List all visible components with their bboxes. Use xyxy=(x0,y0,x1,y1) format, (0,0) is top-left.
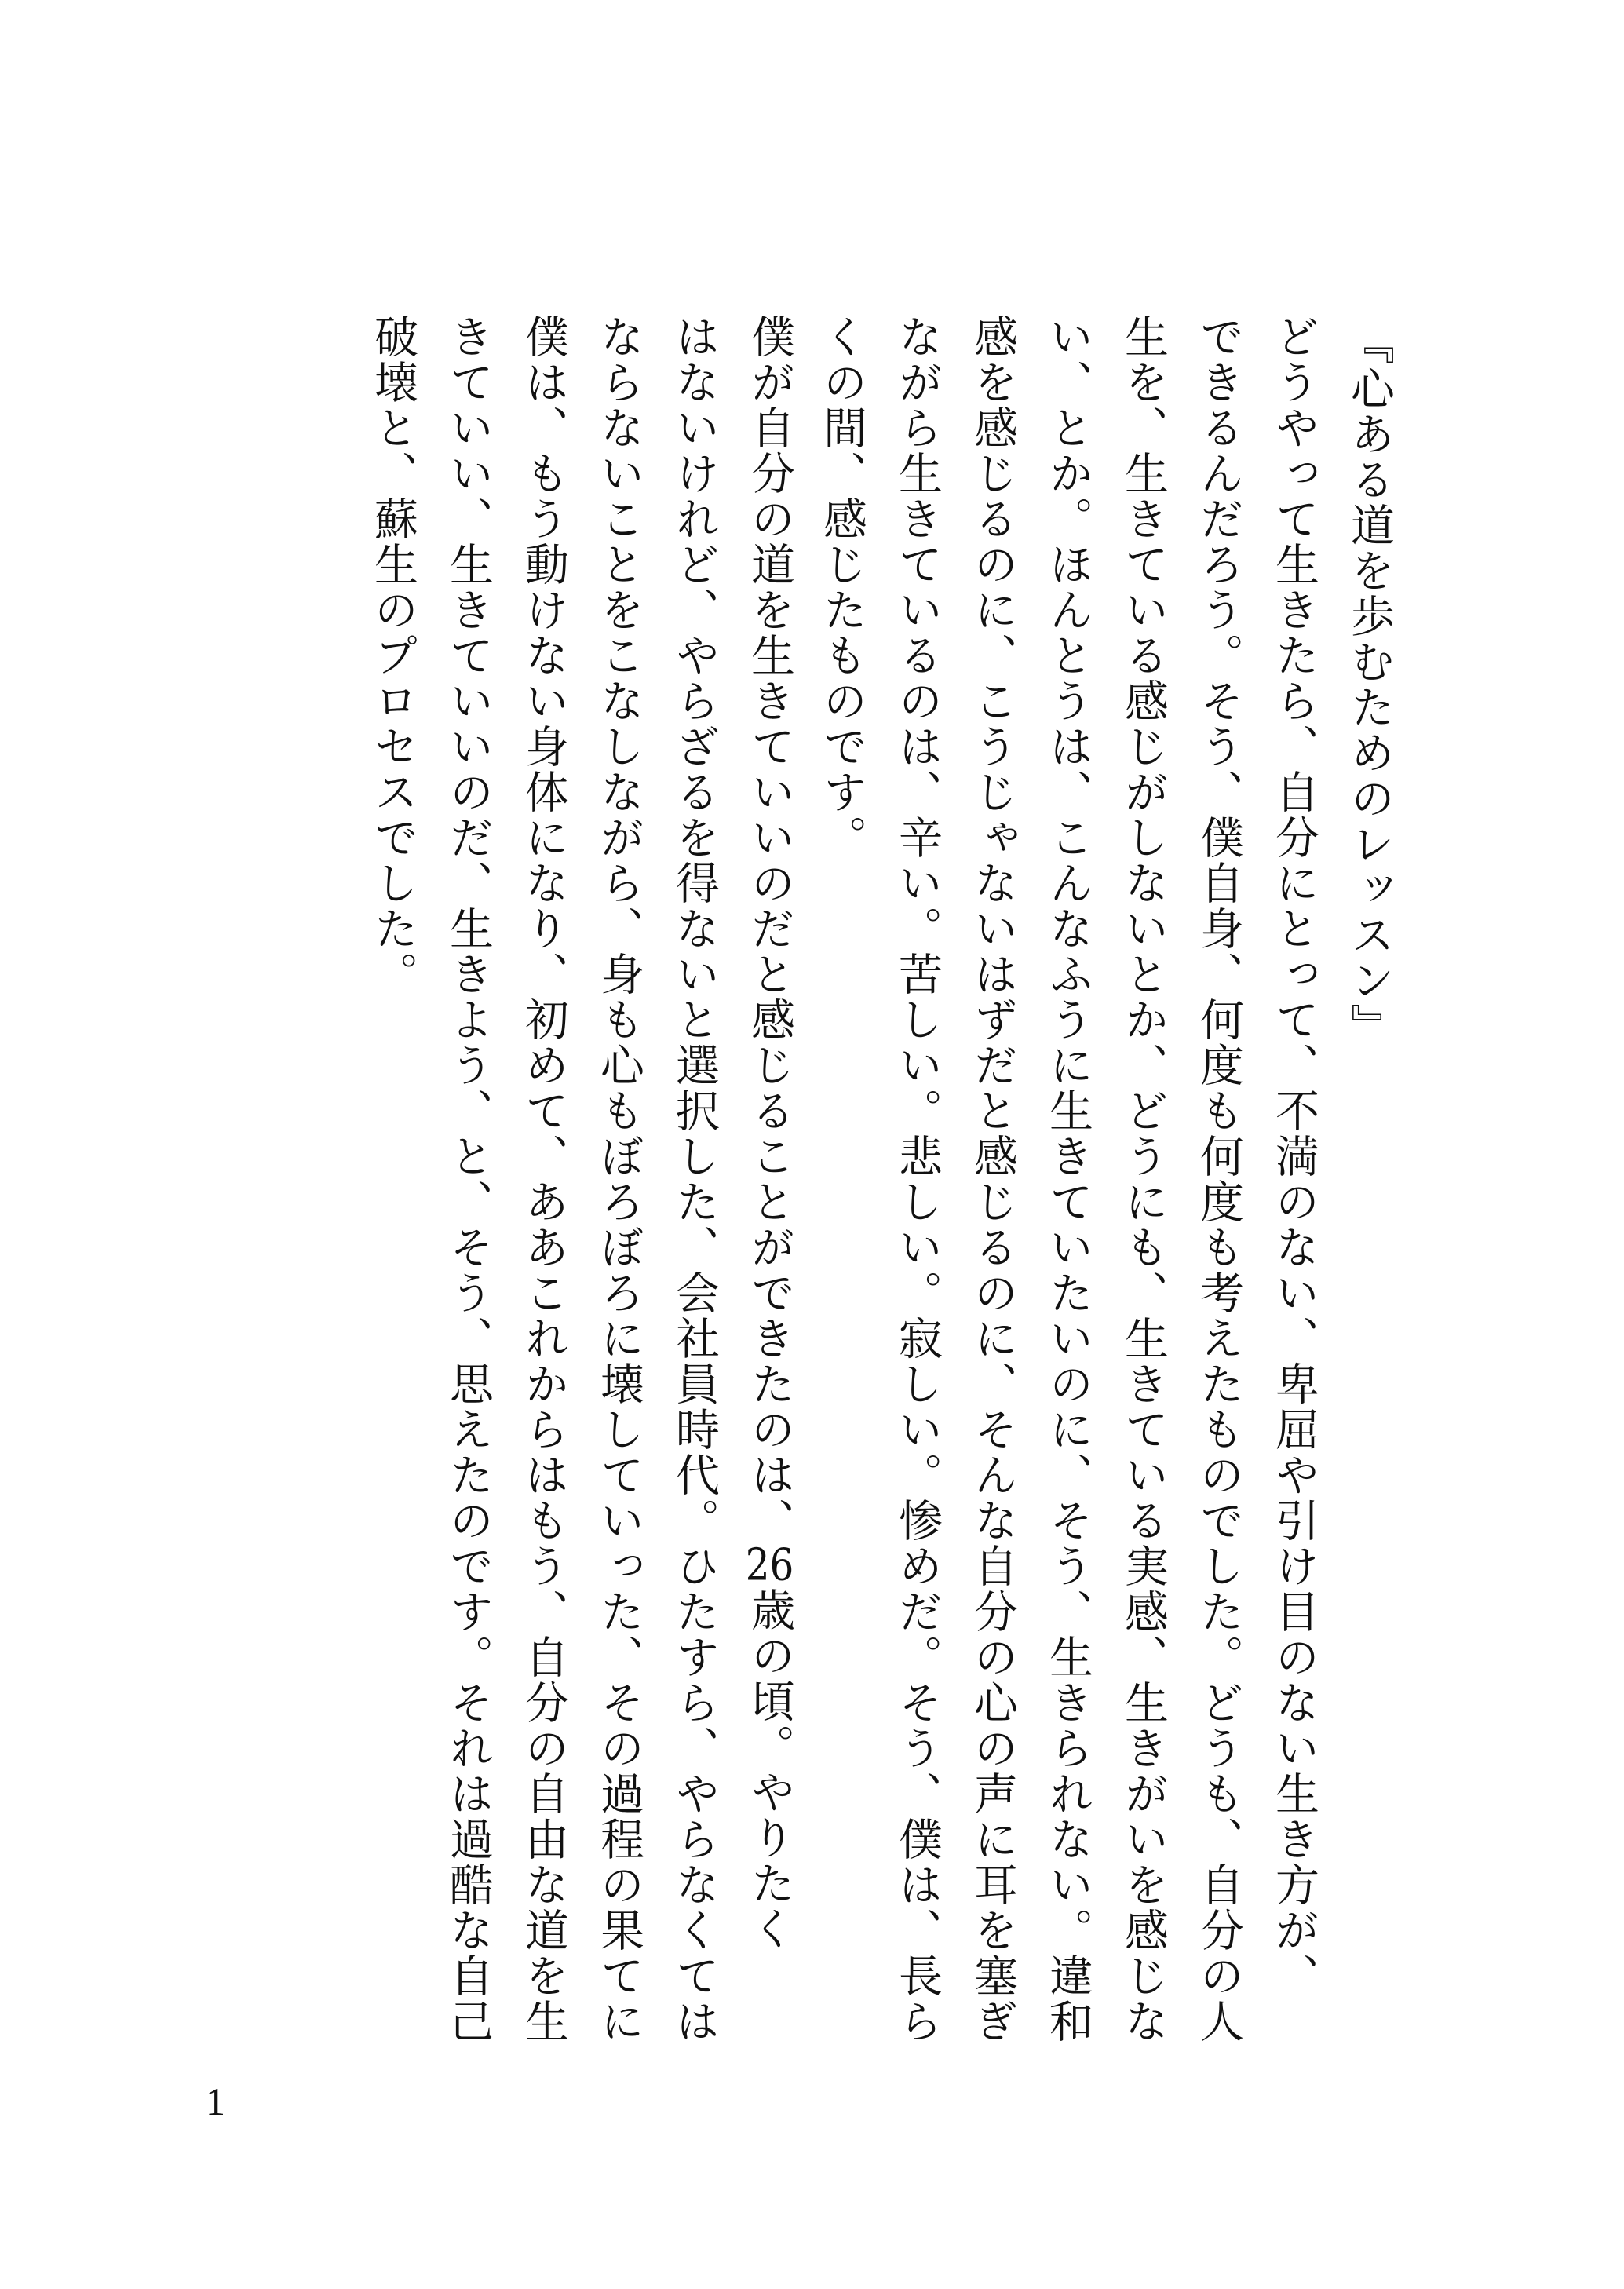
page-number: 1 xyxy=(206,2079,225,2123)
chapter-title: 『心ある道を歩むためのレッスン』 xyxy=(1344,320,1395,1049)
paragraph-2: 僕が自分の道を生きていいのだと感じることができたのは、26歳の頃。やりたく はないけれど、やらざるを得ないと選択した、会社員時代。ひたすら、やらなくては ならないことをこなしながら、身も心もぼろぼろに壊していった、その過程の果てに 僕は、もう動けない身体になり、初めて、ああこれからはもう、自分の自由な道を生 きていい、生きていいのだ、生きよう、と、そう、思えたのです。それは過酷な自己 破壊と、蘇生のプロセスでした。 xyxy=(367,314,795,2044)
paragraph-1: どうやって生きたら、自分にとって、不満のない、卑屈や引け目のない生き方が、 できるんだろう。そう、僕自身、何度も何度も考えたものでした。どうも、自分の人 生を、生きている感じがしないとか、どうにも、生きている実感、生きがいを感じな い、とか。ほんとうは、こんなふうに生きていたいのに、そう、生きられない。違和 感を感じるのに、こうじゃないはずだと感じるのに、そんな自分の心の声に耳を塞ぎ ながら生きているのは、辛い。苦しい。悲しい。寂しい。惨めだ。そう、僕は、長ら くの間、感じたものです。 xyxy=(816,314,1319,2044)
